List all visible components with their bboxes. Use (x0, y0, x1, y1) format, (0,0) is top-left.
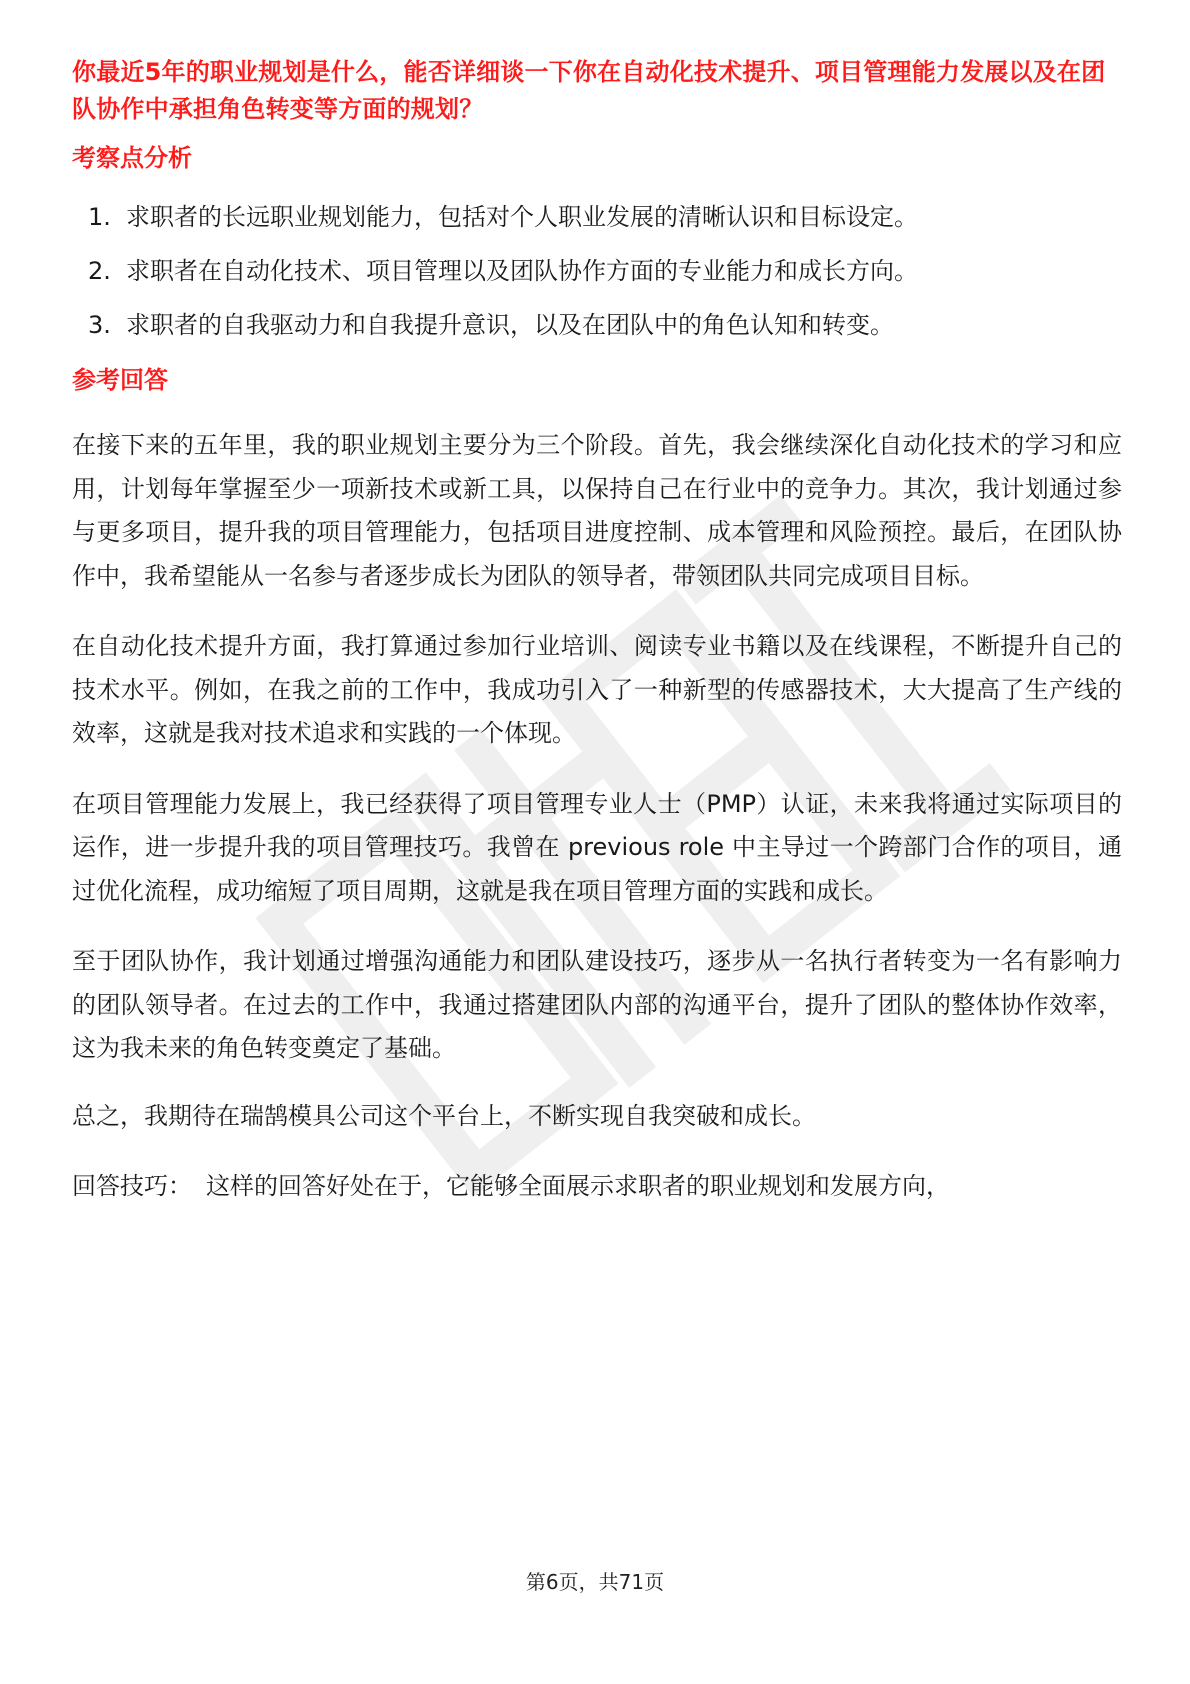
answer-paragraph: 在接下来的五年里，我的职业规划主要分为三个阶段。首先，我会继续深化自动化技术的学习和应用，计划每年掌握至少一项新技术或新工具，以保持自己在行业中的竞争力。其次，我计划通过参与更多项目，提升我的项目管理能力，包括项目进度控制、成本管理和风险预控。最后，在团队协作中，我希望能从一名参与者逐步成长为团队的领导者，带领团队共同完成项目目标。 (72, 431, 1122, 590)
point-number: 1. (88, 203, 111, 231)
point-text: 求职者的自我驱动力和自我提升意识，以及在团队中的角色认知和转变。 (126, 311, 894, 339)
point-text: 求职者在自动化技术、项目管理以及团队协作方面的专业能力和成长方向。 (126, 257, 918, 285)
page-number: 第6页，共71页 (525, 1570, 665, 1594)
answer-paragraph: 在项目管理能力发展上，我已经获得了项目管理专业人士（PMP）认证，未来我将通过实际项目的运作，进一步提升我的项目管理技巧。我曾在 previous role 中主导过一个跨部门合作的项目，通过优化流程，成功缩短了项目周期，这就是我在项目管理方面的实践和成长。 (72, 789, 1122, 905)
point-number: 2. (88, 257, 111, 285)
analysis-list (72, 201, 1122, 341)
answer-paragraph: 在自动化技术提升方面，我打算通过参加行业培训、阅读专业书籍以及在线课程，不断提升自己的技术水平。例如，在我之前的工作中，我成功引入了一种新型的传感器技术，大大提高了生产线的效率，这就是我对技术追求和实践的一个体现。 (72, 632, 1122, 747)
question-title: 你最近5年的职业规划是什么，能否详细谈一下你在自动化技术提升、项目管理能力发展以及在团队协作中承担角色转变等方面的规划？ (72, 58, 1106, 123)
analysis-point (72, 309, 1122, 341)
point-number: 3. (88, 311, 111, 339)
document-content (72, 54, 1122, 1209)
answer-tip (72, 1165, 1122, 1209)
analysis-point (72, 201, 1122, 233)
analysis-point (72, 255, 1122, 287)
answer-paragraph: 总之，我期待在瑞鹄模具公司这个平台上，不断实现自我突破和成长。 (72, 1101, 816, 1130)
point-text: 求职者的长远职业规划能力，包括对个人职业发展的清晰认识和目标设定。 (126, 203, 918, 231)
tip-text: 这样的回答好处在于，它能够全面展示求职者的职业规划和发展方向， (206, 1172, 950, 1200)
answer-paragraph: 至于团队协作，我计划通过增强沟通能力和团队建设技巧，逐步从一名执行者转变为一名有影响力的团队领导者。在过去的工作中，我通过搭建团队内部的沟通平台，提升了团队的整体协作效率，这为我未来的角色转变奠定了基础。 (72, 947, 1122, 1062)
answer-heading: 参考回答 (72, 366, 168, 394)
tip-label: 回答技巧： (72, 1172, 192, 1200)
analysis-heading: 考察点分析 (72, 144, 192, 172)
